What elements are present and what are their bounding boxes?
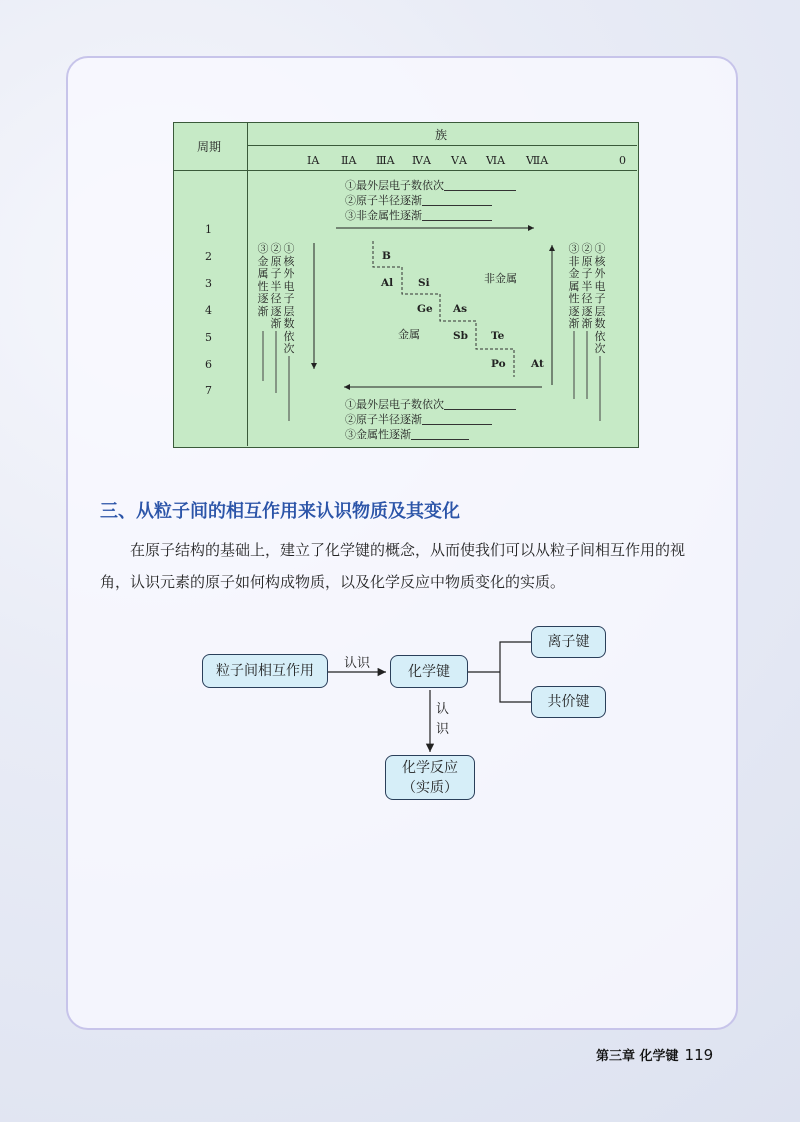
page-footer [596,1045,713,1064]
left-trend-radius: ②原子半径逐渐 [270,242,282,330]
period-label: 7 [205,384,212,397]
group-label: ⅣA [412,154,431,167]
bottom-trend-line: ②原子半径逐渐 [345,414,492,425]
label-recognize-horizontal: 认识 [344,656,371,671]
element-At: At [531,358,544,370]
group-label: ⅦA [526,154,549,167]
group-label: ⅢA [376,154,395,167]
top-trend-line: ③非金属性逐渐 [345,210,492,221]
group-header: 族 [435,128,448,142]
metal-region-label: 金属 [398,328,420,341]
element-Ge: Ge [417,303,433,315]
metal-nonmetal-boundary [373,241,514,377]
element-Po: Po [491,358,506,370]
element-B: B [382,250,391,262]
page-number: 119 [684,1046,714,1064]
period-label: 5 [205,331,212,344]
table-arrows-overlay [174,123,640,449]
period-label: 6 [205,358,212,371]
body-paragraph: 在原子结构的基础上，建立了化学键的概念，从而使我们可以从粒子间相互作用的视角，认识元素的原子如何构成物质，以及化学反应中物质变化的实质。 [100,541,686,591]
group-label: ⅤA [451,154,467,167]
node-covalent-bond: 共价键 [531,686,606,718]
element-Si: Si [418,277,430,289]
right-trend-nonmetallic: ③非金属性逐渐 [568,242,580,330]
period-header: 周期 [197,140,222,154]
group-label: ⅠA [307,154,320,167]
right-trend-radius: ②原子半径逐渐 [581,242,593,330]
element-As: As [453,303,468,315]
chapter-title: 第三章 化学键 [596,1049,679,1064]
left-trend-metallic: ③金属性逐渐 [257,242,269,318]
node-ionic-bond: 离子键 [531,626,606,658]
label-recognize-vertical-1: 认 [436,702,450,717]
top-trend-line: ①最外层电子数依次 [345,180,516,191]
period-label: 4 [205,304,212,317]
element-Sb: Sb [453,330,468,342]
node-particle-interaction: 粒子间相互作用 [202,654,328,688]
period-label: 2 [205,250,212,263]
element-Te: Te [491,330,505,342]
bottom-trend-line: ③金属性逐渐 [345,429,469,440]
section-heading: 三、从粒子间的相互作用来认识物质及其变化 [100,501,460,522]
node-chemical-reaction: 化学反应 （实质） [385,755,475,800]
group-label: ⅡA [341,154,357,167]
right-trend-shells: ①核外电子层数依次 [594,242,606,355]
nonmetal-region-label: 非金属 [484,272,517,285]
label-recognize-vertical-2: 识 [436,722,450,737]
node-chemical-bond: 化学键 [390,655,468,688]
left-trend-shells: ①核外电子层数依次 [283,242,295,355]
group-label: 0 [619,154,626,167]
bottom-trend-line: ①最外层电子数依次 [345,399,516,410]
periodic-trend-table [173,122,639,448]
group-label: ⅥA [486,154,506,167]
period-label: 1 [205,223,212,236]
element-Al: Al [381,277,394,289]
top-trend-line: ②原子半径逐渐 [345,195,492,206]
period-label: 3 [205,277,212,290]
